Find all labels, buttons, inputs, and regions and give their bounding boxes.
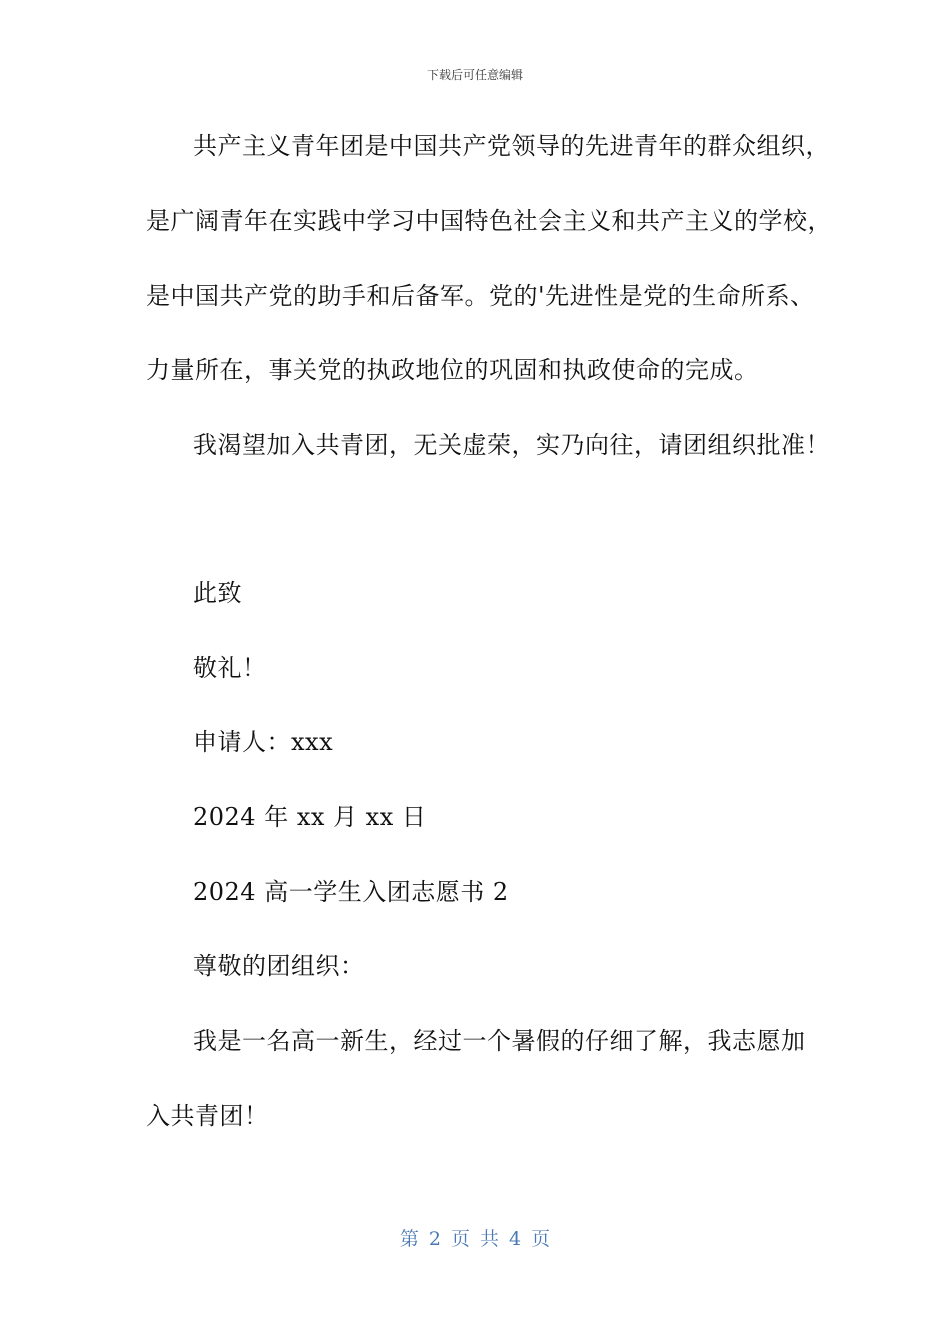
section-title: 2024 高一学生入团志愿书 2 <box>193 878 509 906</box>
page-number: 第 2 页 共 4 页 <box>399 1228 551 1250</box>
paragraph-line-4: 力量所在，事关党的执政地位的巩固和执政使命的完成。 <box>146 356 759 384</box>
date-line: 2024 年 xx 月 xx 日 <box>193 803 427 831</box>
closing-salutation: 此致 <box>193 579 242 607</box>
paragraph-line-5: 我渴望加入共青团，无关虚荣，实乃向往，请团组织批准！ <box>193 431 830 459</box>
applicant-line: 申请人：xxx <box>193 728 334 756</box>
paragraph-line-6: 我是一名高一新生，经过一个暑假的仔细了解，我志愿加 <box>193 1027 806 1055</box>
closing-regards: 敬礼！ <box>193 654 267 682</box>
page-header: 下载后可任意编辑 <box>426 68 523 82</box>
paragraph-line-2: 是广阔青年在实践中学习中国特色社会主义和共产主义的学校， <box>146 207 832 235</box>
paragraph-line-7: 入共青团！ <box>146 1102 269 1130</box>
paragraph-line-3: 是中国共产党的助手和后备军。党的'先进性是党的生命所系、 <box>146 282 815 310</box>
greeting-line: 尊敬的团组织： <box>193 952 365 980</box>
paragraph-line-1: 共产主义青年团是中国共产党领导的先进青年的群众组织， <box>193 132 830 160</box>
